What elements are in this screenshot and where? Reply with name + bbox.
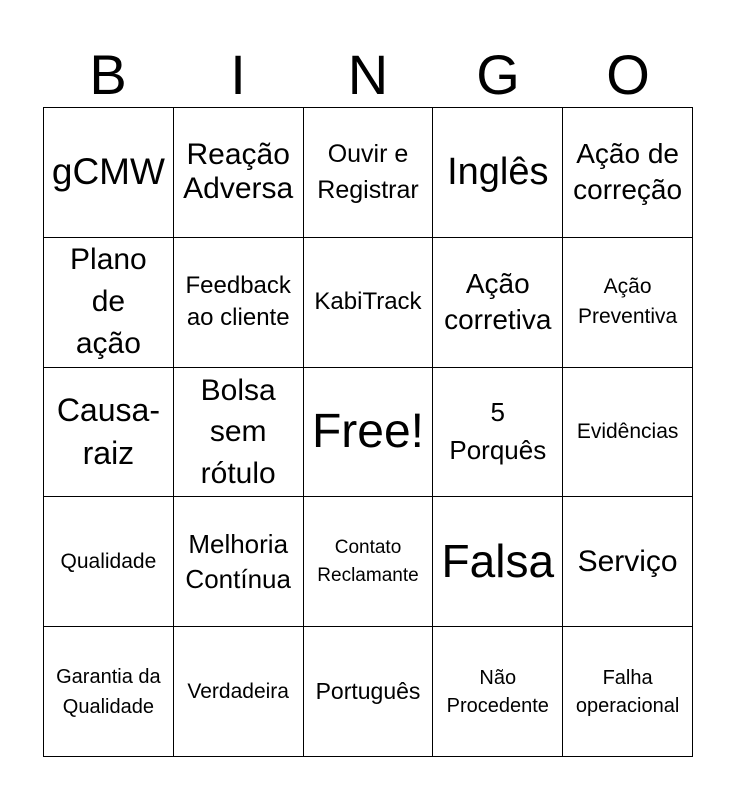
- bingo-cell[interactable]: [433, 627, 563, 757]
- bingo-cell[interactable]: [44, 368, 174, 498]
- cell-text: Garantia da Qualidade: [56, 665, 161, 718]
- free-space[interactable]: [304, 368, 434, 498]
- bingo-cell[interactable]: [563, 108, 693, 238]
- cell-text: Ação Preventiva: [577, 274, 678, 329]
- bingo-cell[interactable]: [174, 368, 304, 498]
- bingo-board: [43, 107, 693, 757]
- cell-text: Contato Reclamante: [317, 537, 419, 586]
- header-letter-b: B: [89, 43, 127, 106]
- header-letter-o: O: [606, 43, 650, 106]
- cell-text: Ouvir e Registrar: [317, 140, 419, 205]
- bingo-cell[interactable]: [174, 627, 304, 757]
- bingo-cell[interactable]: [304, 108, 434, 238]
- cell-text: Reação Adversa: [183, 137, 294, 206]
- bingo-cell[interactable]: [304, 238, 434, 368]
- bingo-cell[interactable]: [44, 108, 174, 238]
- cell-text: Inglês: [447, 150, 549, 193]
- bingo-cell[interactable]: [174, 108, 304, 238]
- bingo-cell[interactable]: [44, 238, 174, 368]
- bingo-cell[interactable]: [433, 238, 563, 368]
- cell-text: Causa-raiz: [56, 391, 160, 471]
- header-letter-g: G: [476, 43, 520, 106]
- bingo-cell[interactable]: [563, 497, 693, 627]
- bingo-cell[interactable]: [174, 238, 304, 368]
- cell-text: KabiTrack: [314, 288, 422, 315]
- cell-text: Não Procedente: [446, 666, 549, 717]
- cell-text: Falha operacional: [575, 666, 680, 717]
- cell-text: Evidências: [576, 420, 679, 444]
- bingo-cell[interactable]: [433, 368, 563, 498]
- cell-text: Qualidade: [60, 550, 157, 574]
- cell-text: Serviço: [577, 544, 678, 578]
- cell-text: Verdadeira: [187, 679, 289, 703]
- cell-text: Falsa: [441, 535, 555, 588]
- cell-text: Plano de ação: [70, 243, 147, 361]
- bingo-cell[interactable]: [563, 627, 693, 757]
- bingo-cell[interactable]: [433, 108, 563, 238]
- cell-text: Melhoria Contínua: [185, 528, 291, 594]
- bingo-cell[interactable]: [44, 497, 174, 627]
- cell-text: Ação de correção: [573, 138, 683, 206]
- free-space-label: Free!: [311, 404, 424, 458]
- bingo-cell[interactable]: [563, 368, 693, 498]
- bingo-cell[interactable]: [304, 627, 434, 757]
- bingo-header: [43, 42, 693, 108]
- bingo-cell[interactable]: [433, 497, 563, 627]
- cell-text: Bolsa sem rótulo: [200, 373, 276, 490]
- cell-text: 5 Porquês: [449, 397, 547, 465]
- bingo-cell[interactable]: [44, 627, 174, 757]
- bingo-cell[interactable]: [304, 497, 434, 627]
- header-letter-i: I: [230, 43, 246, 106]
- header-letter-n: N: [347, 43, 389, 106]
- bingo-cell[interactable]: [174, 497, 304, 627]
- bingo-cell[interactable]: [563, 238, 693, 368]
- cell-text: gCMW: [51, 151, 165, 193]
- cell-text: Feedback ao cliente: [185, 271, 291, 332]
- cell-text: Ação corretiva: [444, 267, 552, 336]
- cell-text: Português: [315, 678, 421, 705]
